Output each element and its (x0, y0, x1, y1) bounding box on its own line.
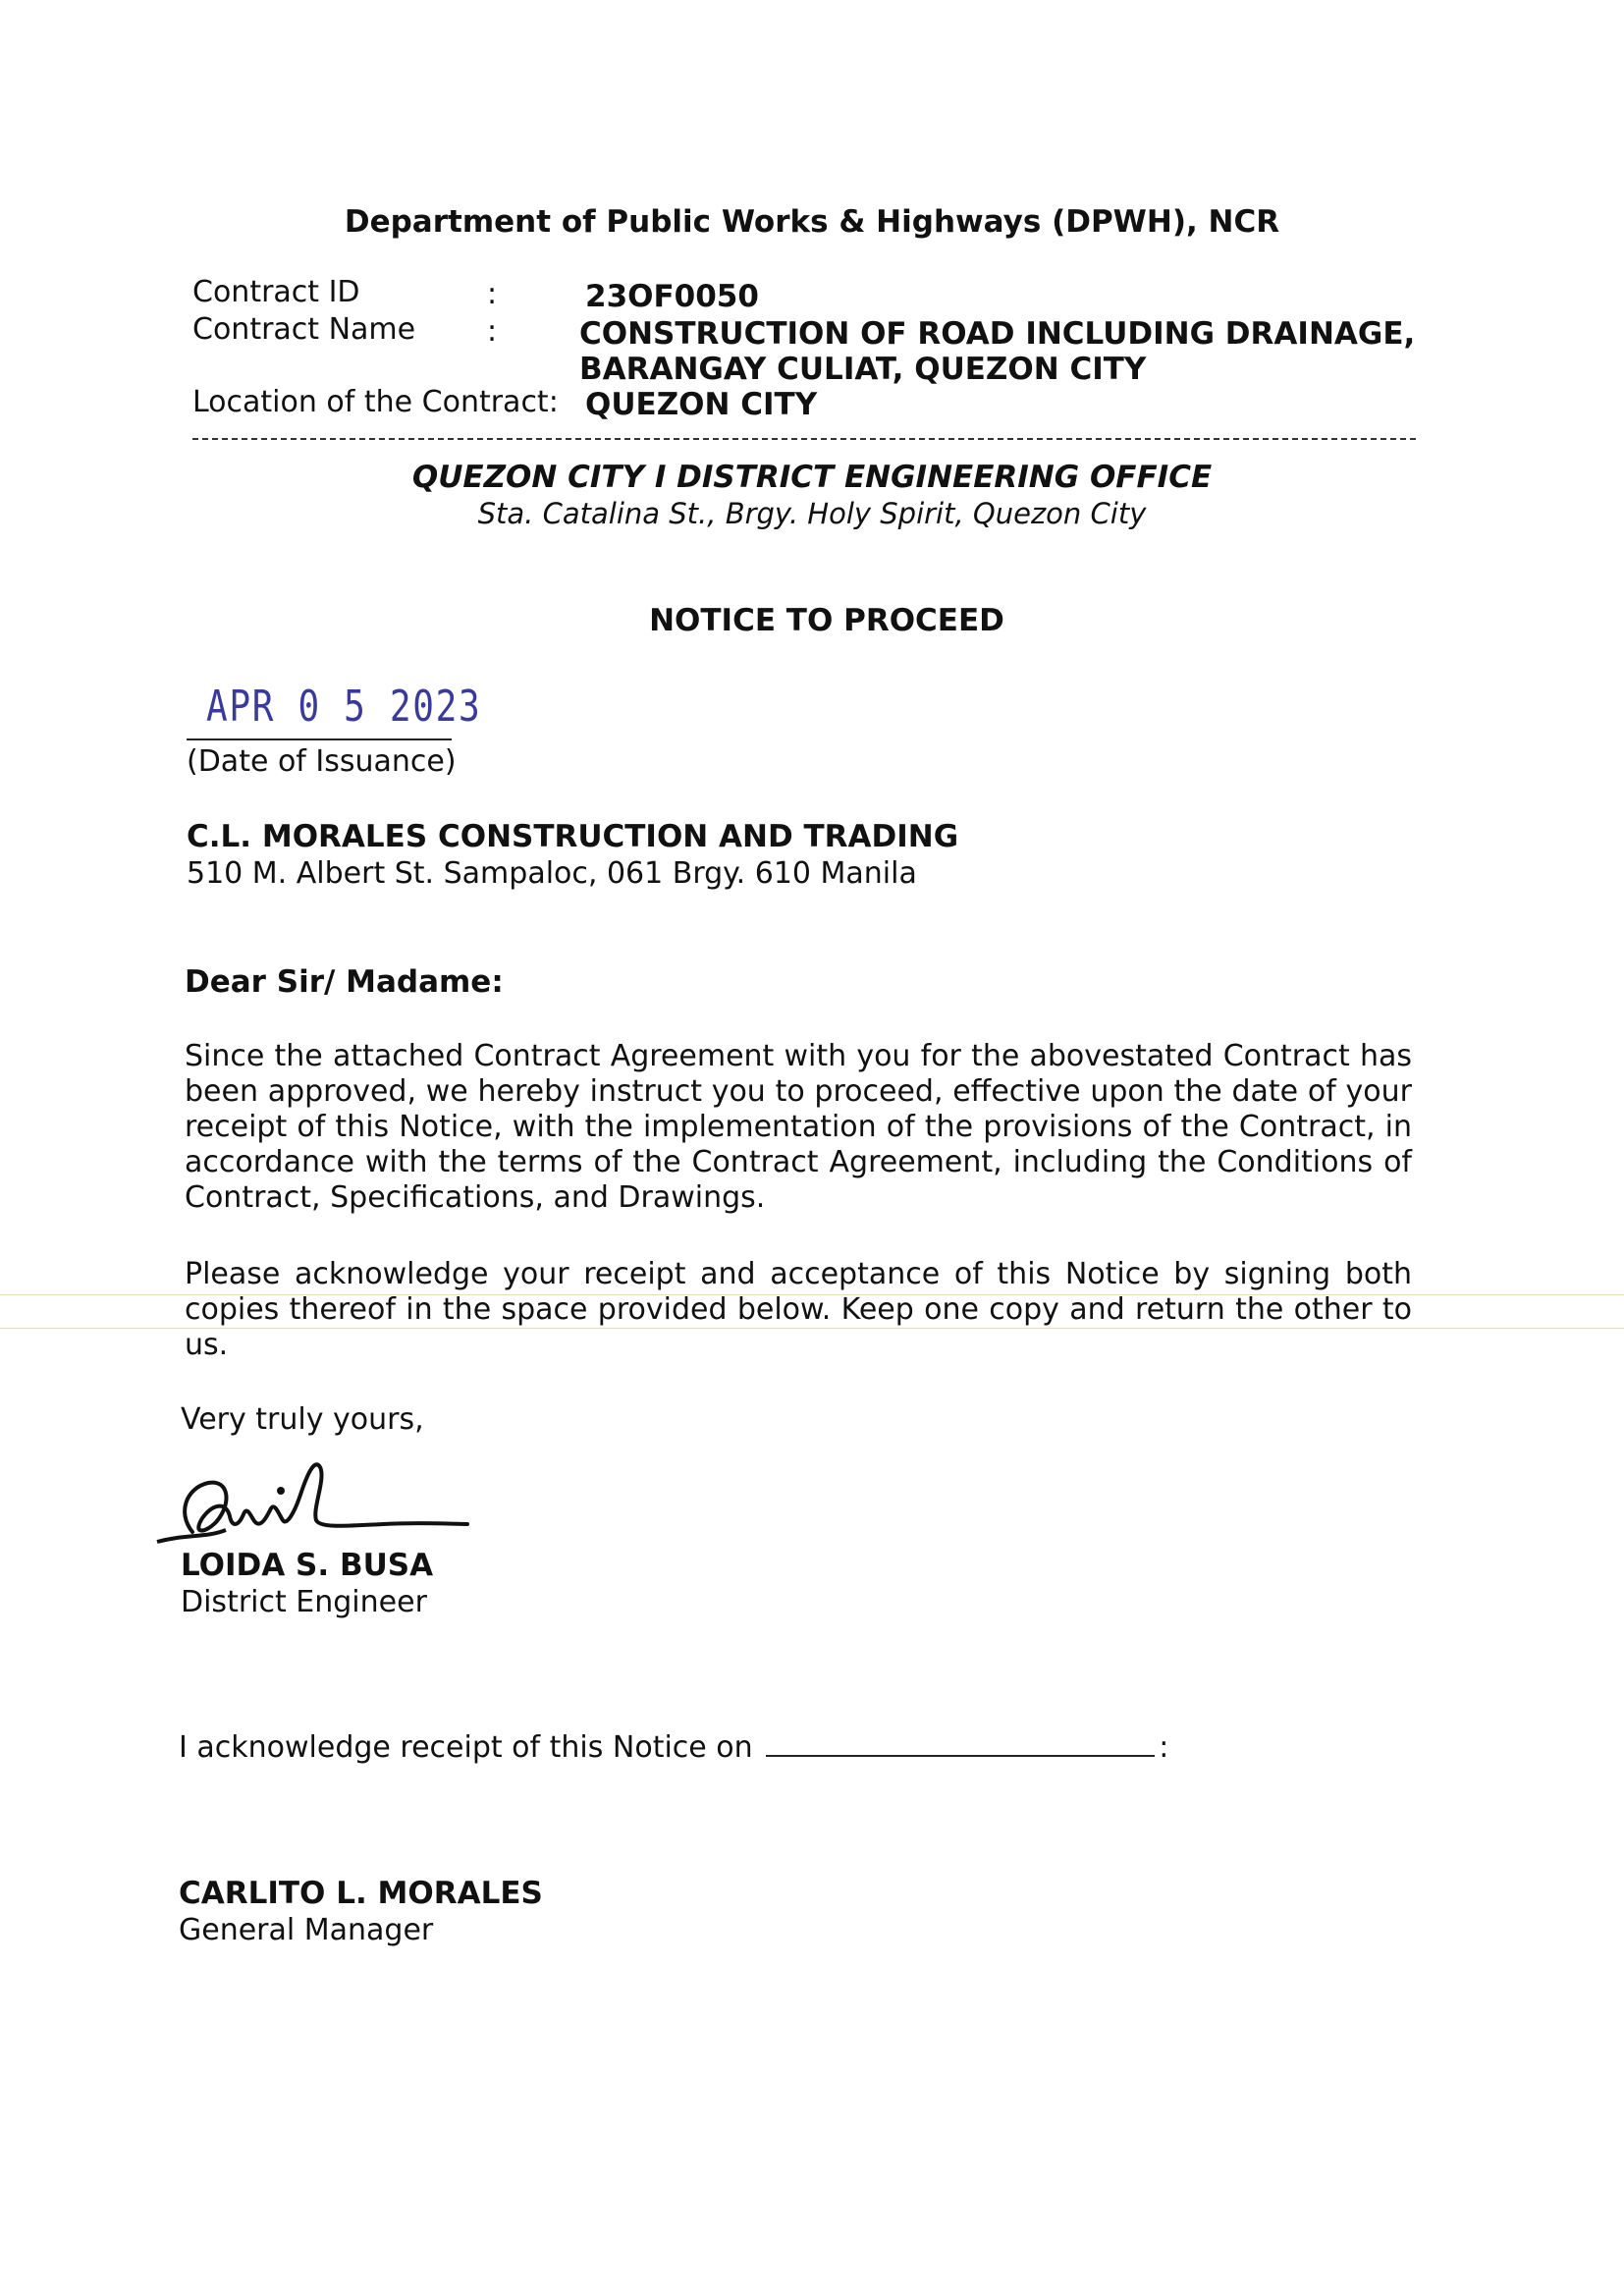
salutation: Dear Sir/ Madame: (185, 964, 504, 1000)
signature-dot (277, 1487, 285, 1495)
signature-stroke (185, 1464, 467, 1532)
date-underline (187, 738, 452, 740)
acknowledgment-text: I acknowledge receipt of this Notice on (179, 1730, 753, 1765)
contract-id-value: 23OF0050 (585, 279, 759, 314)
scan-artifact-line (0, 1328, 1624, 1329)
contract-location-label: Location of the Contract: (192, 385, 559, 419)
body-paragraph-1: Since the attached Contract Agreement with you for the abovestated Contract has been approved, we hereby instruct you to proceed, effective upon the date of your receipt of this Notice, with the implementation of the provisions of the Contract, in accordance with the terms of the Contract Agreement, including the Conditions of Contract, Specifications, and Drawings. (185, 1039, 1412, 1215)
office-address: Sta. Catalina St., Brgy. Holy Spirit, Quezon City (477, 497, 1147, 530)
contract-name-label: Contract Name (192, 312, 416, 347)
notice-title: NOTICE TO PROCEED (649, 603, 1004, 638)
signatory-title: District Engineer (181, 1585, 427, 1619)
header-divider (192, 438, 1416, 440)
acknowledgment-line (179, 1730, 1168, 1765)
contract-name-value-line1: CONSTRUCTION OF ROAD INCLUDING DRAINAGE, (579, 316, 1416, 352)
recipient-company: C.L. MORALES CONSTRUCTION AND TRADING (187, 819, 959, 854)
signature-image (147, 1444, 481, 1552)
acknowledgment-date-blank[interactable] (766, 1731, 1155, 1757)
office-name: QUEZON CITY I DISTRICT ENGINEERING OFFICE (411, 460, 1213, 495)
contract-location-value: QUEZON CITY (585, 387, 818, 422)
closing: Very truly yours, (181, 1402, 424, 1437)
recipient-address: 510 M. Albert St. Sampaloc, 061 Brgy. 610 Manila (187, 856, 917, 891)
acknowledgment-suffix: : (1159, 1730, 1169, 1765)
date-stamp: APR 0 5 2023 (206, 682, 482, 732)
contract-id-colon: : (487, 277, 498, 311)
body-paragraph-2: Please acknowledge your receipt and acceptance of this Notice by signing both copies thereof in the space provided below. Keep one copy and return the other to us. (185, 1257, 1412, 1362)
contract-name-colon: : (487, 314, 498, 349)
signatory-name: LOIDA S. BUSA (181, 1548, 434, 1583)
contract-name-value-line2: BARANGAY CULIAT, QUEZON CITY (579, 352, 1147, 387)
contractor-title: General Manager (179, 1913, 434, 1947)
department-heading: Department of Public Works & Highways (DPWH), NCR (344, 204, 1280, 240)
contractor-name: CARLITO L. MORALES (179, 1876, 543, 1911)
scan-artifact-line (0, 1294, 1624, 1295)
date-caption: (Date of Issuance) (187, 744, 457, 779)
contract-id-label: Contract ID (192, 275, 360, 309)
